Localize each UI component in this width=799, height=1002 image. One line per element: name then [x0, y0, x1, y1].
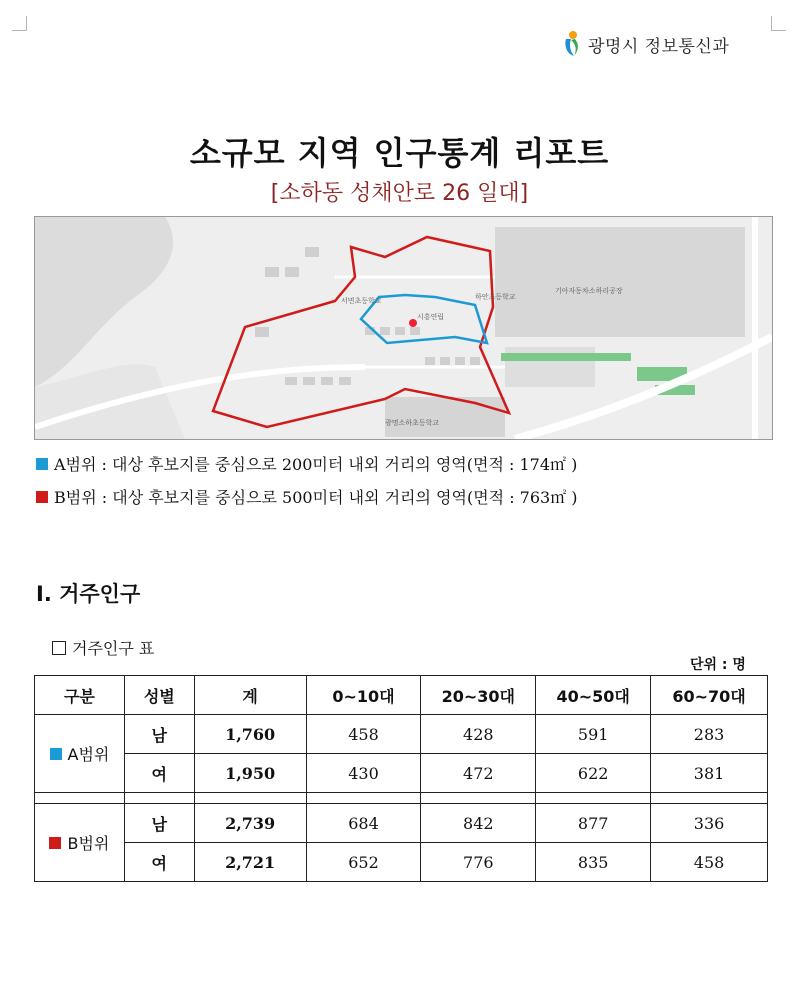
value-cell: 877 — [536, 804, 651, 843]
org-header — [562, 30, 729, 58]
header-cell: 계 — [194, 676, 306, 715]
page-corner-mark — [771, 16, 786, 31]
svg-text:시흥연립: 시흥연립 — [417, 313, 445, 321]
value-cell: 283 — [651, 715, 768, 754]
header-cell: 성별 — [124, 676, 194, 715]
blue-square-icon — [36, 458, 48, 470]
legend-b-text: B범위 : 대상 후보지를 중심으로 500미터 내외 거리의 영역(면적 : 763㎡ ) — [54, 488, 578, 507]
header-cell: 구분 — [35, 676, 125, 715]
table-title: 거주인구 표 — [72, 639, 155, 658]
value-cell: 458 — [651, 843, 768, 882]
value-cell: 684 — [306, 804, 421, 843]
report-title: 소규모 지역 인구통계 리포트 — [189, 134, 610, 172]
svg-text:광명소하초등학교: 광명소하초등학교 — [385, 419, 440, 427]
region-cell-a — [35, 715, 125, 793]
total-cell: 1,950 — [194, 754, 306, 793]
value-cell: 622 — [536, 754, 651, 793]
map-graphic — [35, 217, 772, 439]
value-cell: 652 — [306, 843, 421, 882]
area-map — [34, 216, 773, 440]
header-cell: 60~70대 — [651, 676, 768, 715]
legend-b-range — [36, 485, 578, 508]
table-row — [35, 715, 768, 754]
table-spacer-row — [35, 793, 768, 804]
region-label: A범위 — [67, 745, 110, 764]
region-cell-b — [35, 804, 125, 882]
value-cell: 430 — [306, 754, 421, 793]
total-cell: 1,760 — [194, 715, 306, 754]
table-caption — [52, 636, 154, 659]
red-square-icon — [36, 491, 48, 503]
table-row — [35, 843, 768, 882]
org-name: 광명시 정보통신과 — [588, 36, 730, 57]
svg-text:서면초등학교: 서면초등학교 — [341, 297, 382, 305]
unit-label: 단위 : 명 — [690, 657, 746, 673]
total-cell: 2,739 — [194, 804, 306, 843]
city-logo-icon — [562, 30, 582, 58]
legend-a-range — [36, 452, 577, 475]
value-cell: 428 — [421, 715, 536, 754]
value-cell: 842 — [421, 804, 536, 843]
report-subtitle: [소하동 성채안로 26 일대] — [270, 181, 529, 206]
value-cell: 591 — [536, 715, 651, 754]
header-cell: 40~50대 — [536, 676, 651, 715]
sex-cell: 남 — [124, 804, 194, 843]
legend-a-text: A범위 : 대상 후보지를 중심으로 200미터 내외 거리의 영역(면적 : 174㎡ ) — [54, 455, 578, 474]
population-table — [34, 675, 768, 882]
total-cell: 2,721 — [194, 843, 306, 882]
section-heading: Ⅰ. 거주인구 — [36, 582, 141, 606]
sex-cell: 남 — [124, 715, 194, 754]
value-cell: 458 — [306, 715, 421, 754]
region-label: B범위 — [67, 834, 110, 853]
header-cell: 20~30대 — [421, 676, 536, 715]
table-header-row — [35, 676, 768, 715]
red-square-icon — [49, 837, 61, 849]
header-cell: 0~10대 — [306, 676, 421, 715]
table-row — [35, 754, 768, 793]
value-cell: 776 — [421, 843, 536, 882]
page-corner-mark — [12, 16, 27, 31]
sex-cell: 여 — [124, 843, 194, 882]
table-row — [35, 804, 768, 843]
value-cell: 472 — [421, 754, 536, 793]
value-cell: 835 — [536, 843, 651, 882]
sex-cell: 여 — [124, 754, 194, 793]
blue-square-icon — [50, 748, 62, 760]
value-cell: 381 — [651, 754, 768, 793]
svg-text:기아자동차소하리공장: 기아자동차소하리공장 — [555, 287, 623, 295]
svg-text:하안초등학교: 하안초등학교 — [475, 293, 516, 301]
value-cell: 336 — [651, 804, 768, 843]
checkbox-square-icon — [52, 641, 66, 655]
